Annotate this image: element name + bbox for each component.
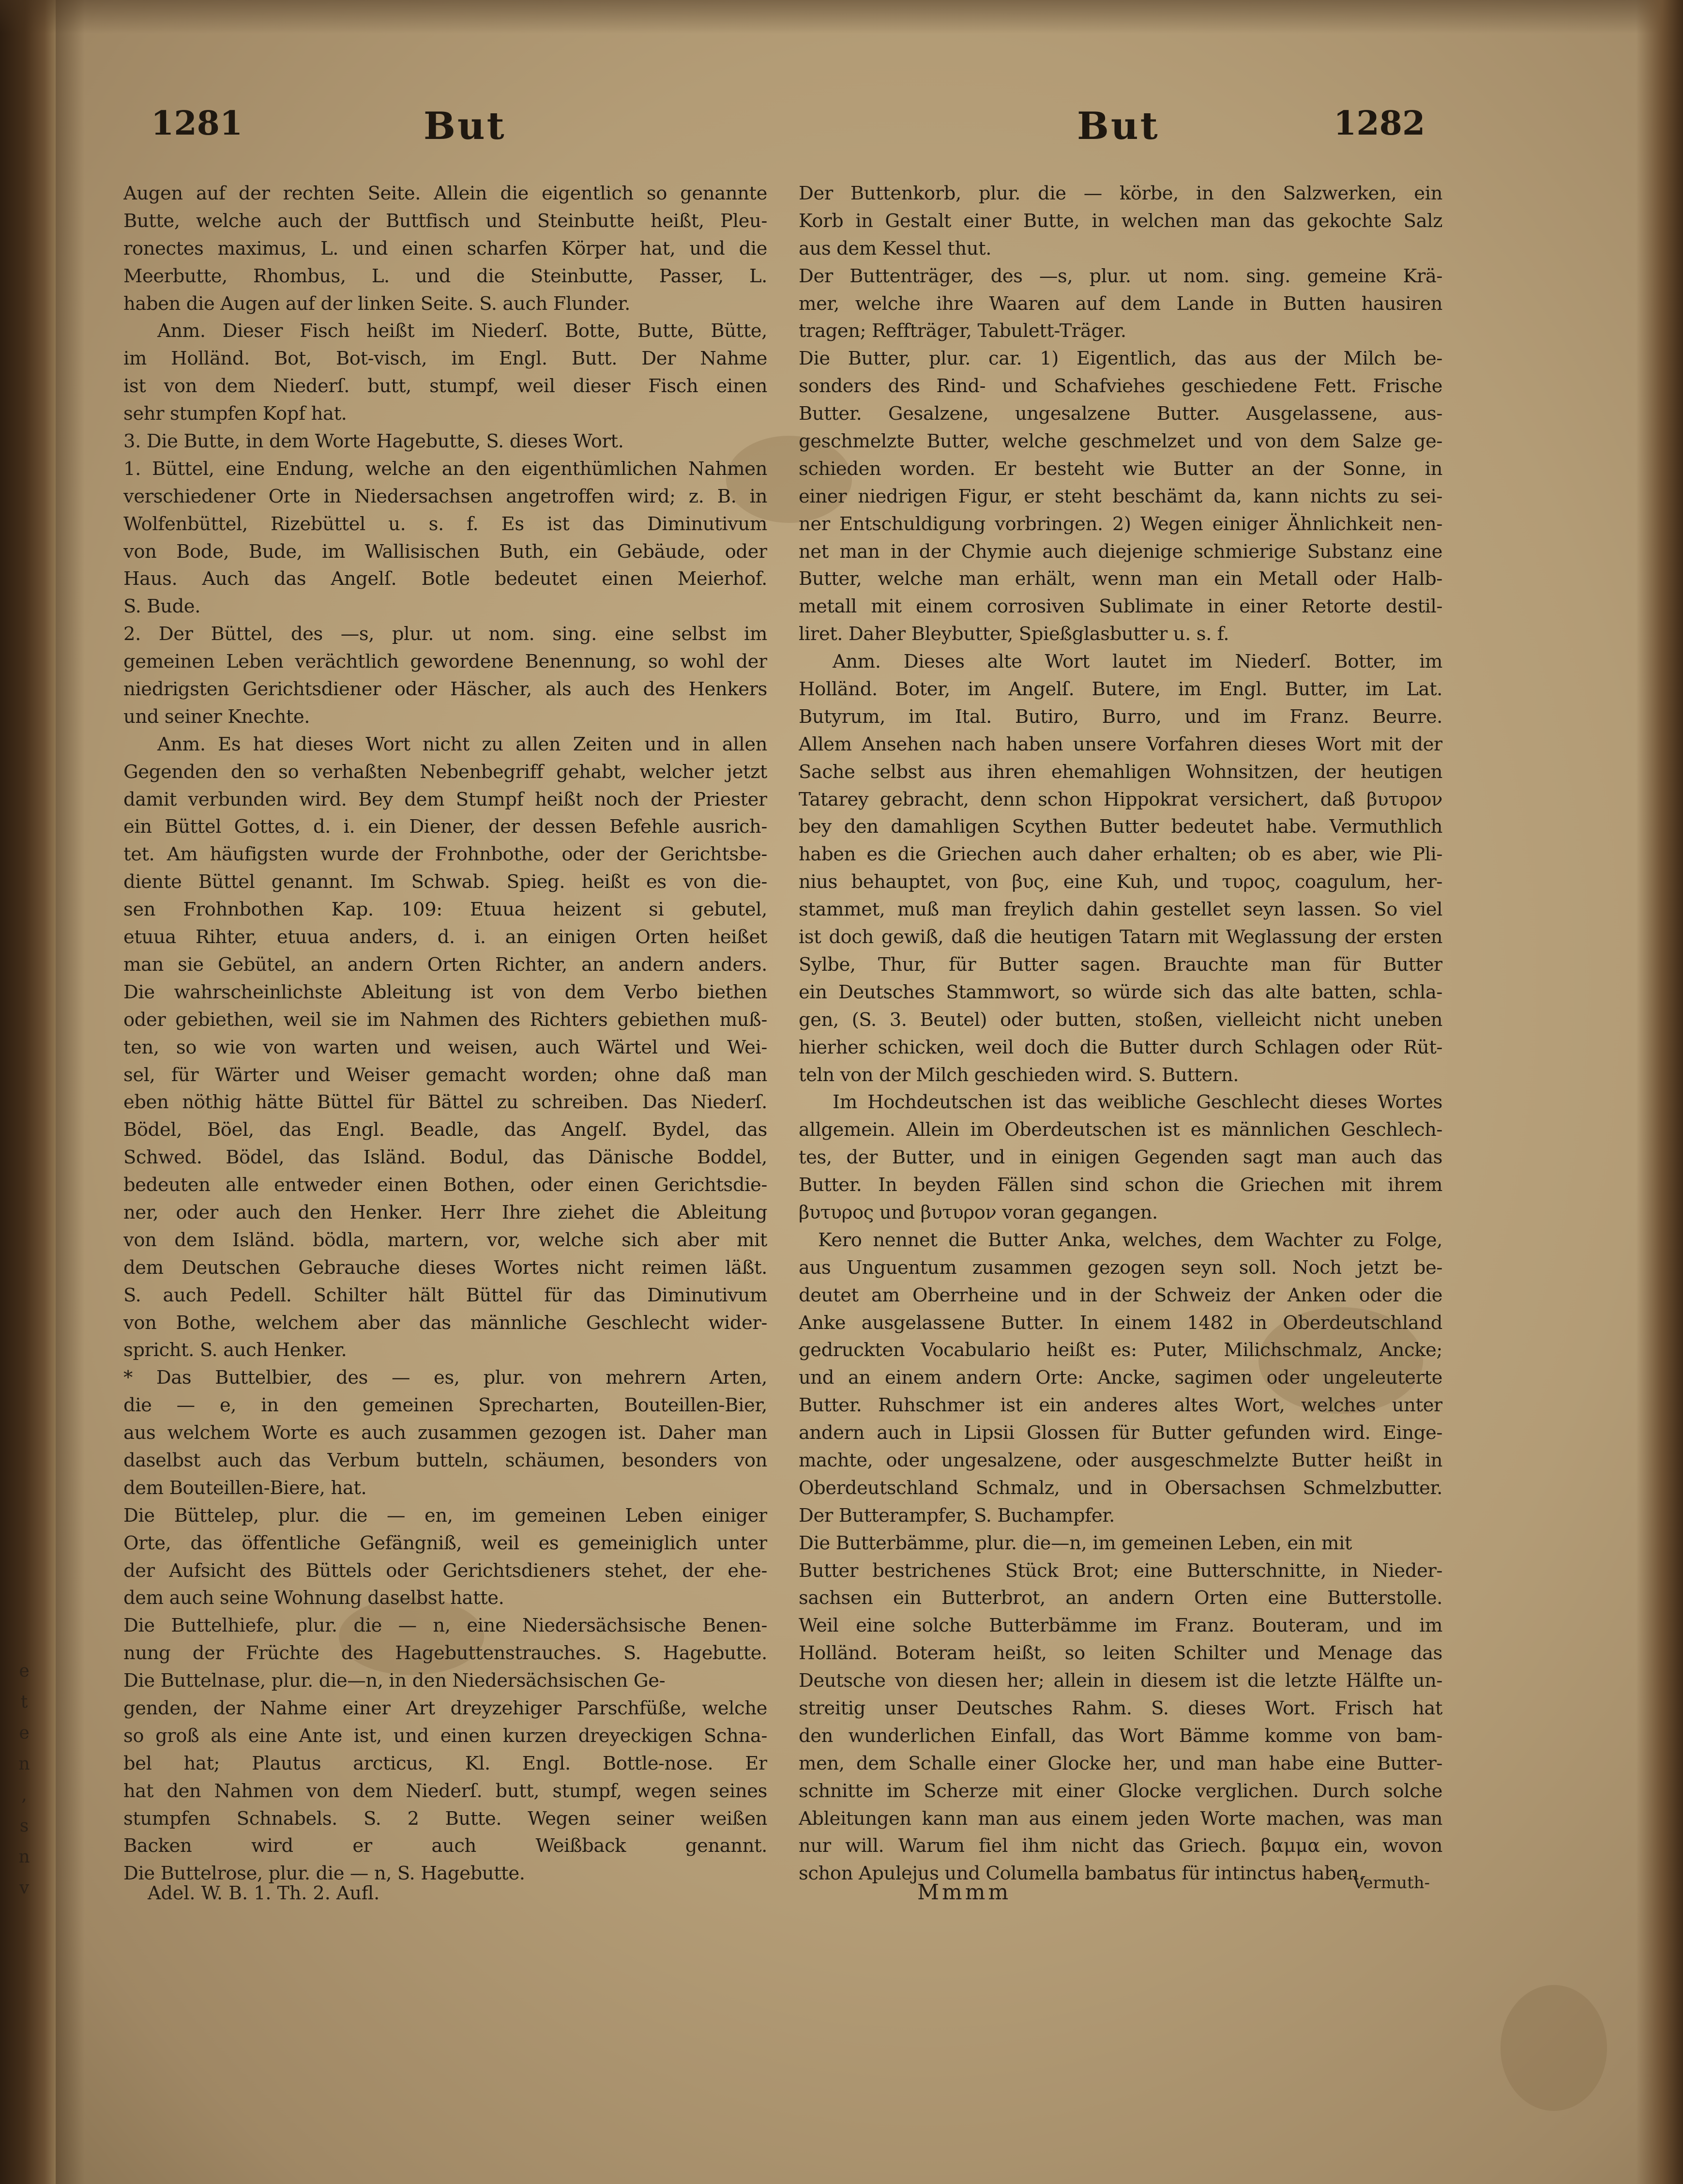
text-line: 3. Die Butte, in dem Worte Hagebutte, S. dieses Wort. [123,430,624,453]
text-line: metall mit einem corrosiven Sublimate in einer Retorte destil- [799,596,1442,618]
text-line: hat den Nahmen von dem Niederſ. butt, stumpf, wegen seines [123,1780,767,1802]
text-line: Anm. Es hat dieses Wort nicht zu allen Zeiten und in allen [157,733,767,755]
text-line: bey den damahligen Scythen Butter bedeutet habe. Vermuthlich [799,816,1442,838]
text-line: teln von der Milch geschieden wird. S. Buttern. [799,1064,1239,1086]
text-line: tragen; Reffträger, Tabulett-Träger. [799,320,1126,342]
text-line: Augen auf der rechten Seite. Allein die eigentlich so genannte [123,183,767,204]
text-line: Butte, welche auch der Buttfisch und Steinbutte heißt, Pleu- [123,210,767,232]
text-line: spricht. S. auch Henker. [123,1339,347,1361]
paper-stain [1501,1985,1607,2111]
text-line: Oberdeutschland Schmalz, und in Obersachsen Schmelzbutter. [799,1477,1442,1499]
text-line: Die Büttelep, plur. die — en, im gemeinen Leben einiger [123,1504,767,1527]
text-line: Meerbutte, Rhombus, L. und die Steinbutte, Passer, L. [123,265,767,287]
text-line: nur will. Warum fiel ihm nicht das Griech. βαμμα ein, wovon [799,1835,1442,1857]
text-line: Sache selbst aus ihren ehemahligen Wohnsitzen, der heutigen [799,761,1442,783]
text-line: ist doch gewiß, daß die heutigen Tatarn mit Weglassung der ersten [799,926,1442,948]
text-line: im Holländ. Bot, Bot-visch, im Engl. Butt. Der Nahme [123,348,767,370]
text-line: Anm. Dieser Fisch heißt im Niederſ. Botte, Butte, Bütte, [157,320,767,342]
text-line: etuua Rihter, etuua anders, d. i. an einigen Orten heißet [123,926,767,948]
left-column [123,180,767,1888]
text-line: Butter. In beyden Fällen sind schon die Griechen mit ihrem [799,1174,1442,1196]
text-line: Butter, welche man erhält, wenn man ein Metall oder Halb- [799,568,1442,590]
text-line: Gegenden den so verhaßten Nebenbegriff gehabt, welcher jetzt [123,761,767,783]
text-line: aus welchem Worte es auch zusammen gezogen ist. Daher man [123,1422,767,1444]
text-line: von Bothe, welchem aber das männliche Geschlecht wider- [123,1312,767,1334]
text-line: Butter bestrichenes Stück Brot; eine Butterschnitte, in Nieder- [799,1559,1442,1582]
text-line: ner, oder auch den Henker. Herr Ihre ziehet die Ableitung [123,1201,767,1223]
text-line: men, dem Schalle einer Glocke her, und man habe eine Butter- [799,1752,1442,1774]
text-line: Orte, das öffentliche Gefängniß, weil es gemeiniglich unter [123,1532,767,1554]
text-line: Haus. Auch das Angelſ. Botle bedeutet einen Meierhof. [123,568,767,590]
text-line: Korb in Gestalt einer Butte, in welchen man das gekochte Salz [799,210,1442,232]
text-line: Kero nennet die Butter Anka, welches, dem Wachter zu Folge, [818,1229,1442,1251]
text-line: dem auch seine Wohnung daselbst hatte. [123,1587,504,1609]
text-line: hierher schicken, weil doch die Butter durch Schlagen oder Rüt- [799,1036,1442,1058]
previous-page-margin-fragments: e t e n , s n v [18,1661,30,1898]
text-line: Sylbe, Thur, für Butter sagen. Brauchte man für Butter [799,953,1442,976]
text-line: der Aufsicht des Büttels oder Gerichtsdieners stehet, der ehe- [123,1559,767,1582]
text-line: aus Unguentum zusammen gezogen seyn soll. Noch jetzt be- [799,1256,1442,1279]
text-line: gemeinen Leben verächtlich gewordene Benennung, so wohl der [123,651,767,673]
text-line: bel hat; Plautus arcticus, Kl. Engl. Bottle-nose. Er [123,1752,767,1774]
text-line: ein Deutsches Stammwort, so würde sich das alte batten, schla- [799,981,1442,1003]
text-line: schon Apulejus und Columella bambatus für intinctus haben. [799,1863,1365,1885]
text-line: andern auch in Lipsii Glossen für Butter gefunden wird. Einge- [799,1422,1442,1444]
text-line: tes, der Butter, und in einigen Gegenden sagt man auch das [799,1146,1442,1169]
text-line: stammet, muß man freylich dahin gestellet seyn lassen. So viel [799,899,1442,921]
text-line: Deutsche von diesen her; allein in diesem ist die letzte Hälfte un- [799,1670,1442,1692]
text-line: S. Bude. [123,596,201,618]
text-line: 1. Büttel, eine Endung, welche an den eigenthümlichen Nahmen [123,458,767,480]
text-line: sonders des Rind- und Schafviehes geschiedene Fett. Frische [799,375,1442,397]
text-line: aus dem Kessel thut. [799,237,992,260]
text-line: Schwed. Bödel, das Isländ. Bodul, das Dänische Boddel, [123,1146,767,1169]
text-line: so groß als eine Ante ist, und einen kurzen dreyeckigen Schna- [123,1725,767,1747]
text-line: eben nöthig hätte Büttel für Bättel zu schreiben. Das Niederſ. [123,1091,767,1114]
text-line: sachsen ein Butterbrot, an andern Orten eine Butterstolle. [799,1587,1442,1609]
text-line: Backen wird er auch Weißback genannt. [123,1835,767,1857]
text-line: ner Entschuldigung vorbringen. 2) Wegen einiger Ähnlichkeit nen- [799,513,1442,535]
text-line: den wunderlichen Einfall, das Wort Bämme komme von bam- [799,1725,1442,1747]
text-line: ten, so wie von warten und weisen, auch Wärtel und Wei- [123,1036,767,1058]
text-line: die — e, in den gemeinen Sprecharten, Bouteillen-Bier, [123,1394,767,1417]
text-line: deutet am Oberrheine und in der Schweiz der Anken oder die [799,1284,1442,1306]
text-line: daselbst auch das Verbum butteln, schäumen, besonders von [123,1449,767,1471]
text-line: gedruckten Vocabulario heißt es: Puter, Milichschmalz, Ancke; [799,1339,1442,1361]
text-line: S. auch Pedell. Schilter hält Büttel für das Diminutivum [123,1284,767,1306]
text-line: Holländ. Boter, im Angelſ. Butere, im Engl. Butter, im Lat. [799,678,1442,701]
text-line: machte, oder ungesalzene, oder ausgeschmelzte Butter heißt in [799,1449,1442,1471]
text-line: diente Büttel genannt. Im Schwab. Spieg. heißt es von die- [123,871,767,893]
running-head-left: But [424,104,506,148]
text-line: dem Bouteillen-Biere, hat. [123,1477,367,1499]
text-line: genden, der Nahme einer Art dreyzehiger Parschfüße, welche [123,1697,767,1719]
text-line: sehr stumpfen Kopf hat. [123,403,347,425]
text-line: Die Buttelrose, plur. die — n, S. Hagebutte. [123,1863,525,1885]
text-line: nung der Früchte des Hagebuttenstrauches. S. Hagebutte. [123,1642,767,1665]
text-line: Ableitungen kann man aus einem jeden Worte machen, was man [799,1807,1442,1830]
text-line: schnitte im Scherze mit einer Glocke verglichen. Durch solche [799,1780,1442,1802]
text-line: Die Buttelhiefe, plur. die — n, eine Niedersächsische Benen- [123,1615,767,1637]
text-line: Die Butterbämme, plur. die—n, im gemeinen Leben, ein mit [799,1532,1352,1554]
text-line: dem Deutschen Gebrauche dieses Wortes nicht reimen läßt. [123,1256,767,1279]
text-line: Allem Ansehen nach haben unsere Vorfahren dieses Wort mit der [799,733,1442,755]
text-line: einer niedrigen Figur, er steht beschämt da, kann nichts zu sei- [799,485,1442,507]
text-line: ein Büttel Gottes, d. i. ein Diener, der dessen Befehle ausrich- [123,816,767,838]
text-line: geschmelzte Butter, welche geschmelzet und von dem Salze ge- [799,430,1442,453]
text-line: Anke ausgelassene Butter. In einem 1482 in Oberdeutschland [799,1312,1442,1334]
running-head-right: But [1077,104,1160,148]
text-line: sel, für Wärter und Weiser gemacht worden; ohne daß man [123,1064,767,1086]
text-line: Die wahrscheinlichste Ableitung ist von dem Verbo biethen [123,981,767,1003]
text-line: gen, (S. 3. Beutel) oder butten, stoßen, vielleicht nicht uneben [799,1008,1442,1031]
text-line: Anm. Dieses alte Wort lautet im Niederſ. Botter, im [833,651,1442,673]
text-line: bedeuten alle entweder einen Bothen, oder einen Gerichtsdie- [123,1174,767,1196]
gutter-shadow [56,0,85,2184]
text-line: man sie Gebütel, an andern Orten Richter, an andern anders. [123,953,767,976]
text-line: mer, welche ihre Waaren auf dem Lande in Butten hausiren [799,292,1442,315]
text-line: Bödel, Böel, das Engl. Beadle, das Angelſ. Bydel, das [123,1119,767,1141]
text-line: haben es die Griechen auch daher erhalten; ob es aber, wie Pli- [799,843,1442,866]
page-top-edge [0,0,1683,34]
text-line: und seiner Knechte. [123,705,310,728]
text-line: allgemein. Allein im Oberdeutschen ist es männlichen Geschlech- [799,1119,1442,1141]
text-line: Im Hochdeutschen ist das weibliche Geschlecht dieses Wortes [833,1091,1442,1114]
text-line: tet. Am häufigsten wurde der Frohnbothe, oder der Gerichtsbe- [123,843,767,866]
text-line: ist von dem Niederſ. butt, stumpf, weil dieser Fisch einen [123,375,767,397]
text-line: niedrigsten Gerichtsdiener oder Häscher, als auch des Henkers [123,678,767,701]
text-line: Die Buttelnase, plur. die—n, in den Niedersächsischen Ge- [123,1670,666,1692]
page-number-right: 1282 [1334,104,1425,143]
text-line: Der Butterampfer, S. Buchampfer. [799,1504,1115,1527]
text-line: 2. Der Büttel, des —s, plur. ut nom. sing. eine selbst im [123,623,767,645]
text-line: von dem Isländ. bödla, martern, vor, welche sich aber mit [123,1229,767,1251]
text-line: βυτυρος und βυτυρον voran gegangen. [799,1201,1158,1223]
text-line: Holländ. Boteram heißt, so leiten Schilter und Menage das [799,1642,1442,1665]
page-right-edge [1636,0,1683,2184]
edition-footnote: Adel. W. B. 1. Th. 2. Aufl. [148,1882,380,1904]
text-line: liret. Daher Bleybutter, Spießglasbutter u. s. f. [799,623,1229,645]
text-line: Die Butter, plur. car. 1) Eigentlich, das aus der Milch be- [799,348,1442,370]
text-line: haben die Augen auf der linken Seite. S. auch Flunder. [123,292,631,315]
text-line: net man in der Chymie auch diejenige schmierige Substanz eine [799,540,1442,563]
page-number-left: 1281 [151,104,243,143]
text-line: Tatarey gebracht, denn schon Hippokrat versichert, daß βυτυρον [799,788,1442,810]
text-line: Butyrum, im Ital. Butiro, Burro, und im Franz. Beurre. [799,705,1442,728]
right-column [799,180,1442,1888]
catchword: Vermuth- [1353,1873,1430,1893]
text-line: oder gebiethen, weil sie im Nahmen des Richters gebiethen muß- [123,1008,767,1031]
text-line: Butter. Ruhschmer ist ein anderes altes Wort, welches unter [799,1394,1442,1417]
text-line: und an einem andern Orte: Ancke, sagimen oder ungeleuterte [799,1367,1442,1389]
text-line: streitig unser Deutsches Rahm. S. dieses Wort. Frisch hat [799,1697,1442,1719]
text-line: Weil eine solche Butterbämme im Franz. Bouteram, und im [799,1615,1442,1637]
text-line: Wolfenbüttel, Rizebüttel u. s. f. Es ist das Diminutivum [123,513,767,535]
text-line: damit verbunden wird. Bey dem Stumpf heißt noch der Priester [123,788,767,810]
text-line: verschiedener Orte in Niedersachsen angetroffen wird; z. B. in [123,485,767,507]
text-line: Butter. Gesalzene, ungesalzene Butter. Ausgelassene, aus- [799,403,1442,425]
text-line: * Das Buttelbier, des — es, plur. von mehrern Arten, [123,1367,767,1389]
signature-mark: Mmmm [917,1880,1012,1905]
text-line: stumpfen Schnabels. S. 2 Butte. Wegen seiner weißen [123,1807,767,1830]
text-line: schieden worden. Er besteht wie Butter an der Sonne, in [799,458,1442,480]
text-line: sen Frohnbothen Kap. 109: Etuua heizent si gebutel, [123,899,767,921]
text-line: Der Buttenträger, des —s, plur. ut nom. sing. gemeine Krä- [799,265,1442,287]
text-line: Der Buttenkorb, plur. die — körbe, in den Salzwerken, ein [799,183,1442,204]
text-line: ronectes maximus, L. und einen scharfen Körper hat, und die [123,237,767,260]
text-line: nius behauptet, von βυς, eine Kuh, und τυρος, coagulum, her- [799,871,1442,893]
text-line: von Bode, Bude, im Wallisischen Buth, ein Gebäude, oder [123,540,767,563]
